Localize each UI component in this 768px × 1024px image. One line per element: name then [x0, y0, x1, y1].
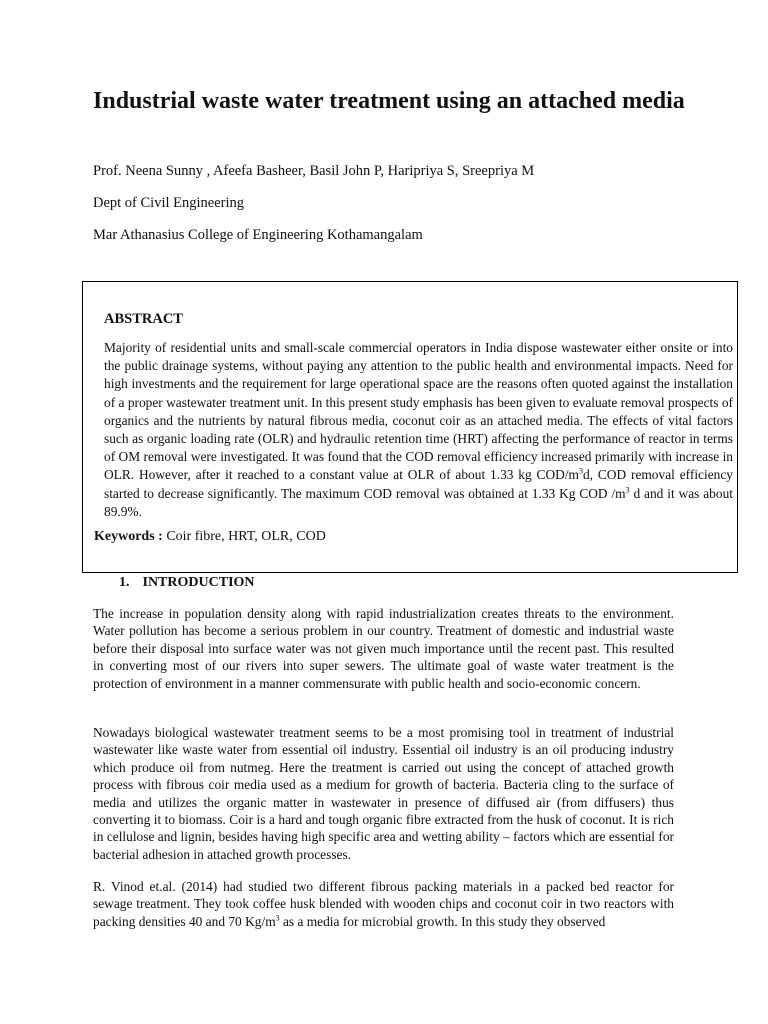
institution: Mar Athanasius College of Engineering Kothamangalam — [93, 227, 423, 243]
intro-paragraph-3 — [93, 878, 674, 930]
keywords — [94, 529, 326, 545]
keywords-value: Coir fibre, HRT, OLR, COD — [162, 529, 326, 544]
author-list: Prof. Neena Sunny , Afeefa Basheer, Basil John P, Haripriya S, Sreepriya M — [93, 163, 535, 179]
department: Dept of Civil Engineering — [93, 195, 245, 211]
intro-paragraph-1: The increase in population density along with rapid industrialization creates threats to the environment. Water pollution has become a serious problem in our country. Treatment of domestic and industrial waste before their disposal into surface water was not given much importance until the recent past. This resulted in converting most of our rivers into super sewers. The ultimate goal of waste water treatment is the protection of environment in a manner commensurate with public health and socio-economic concern. — [93, 606, 674, 691]
abstract-heading: ABSTRACT — [104, 311, 183, 327]
superscript: 3 — [578, 466, 583, 476]
section-heading-introduction — [119, 575, 255, 591]
paper-title: Industrial waste water treatment using an attached media — [93, 88, 685, 114]
abstract-text — [104, 339, 733, 521]
paragraph-text-part: R. Vinod et.al. (2014) had studied two different fibrous packing materials in a packed bed reactor for sewage treatment. They took coffee husk blended with wooden chips and coconut coir in two reactors with packing densities 40 and 70 Kg/m — [93, 879, 674, 929]
superscript: 3 — [625, 485, 630, 495]
section-number: 1. — [119, 575, 130, 590]
superscript: 3 — [275, 913, 280, 923]
abstract-text-part: Majority of residential units and small-scale commercial operators in India dispose wastewater either onsite or into the public drainage systems, without paying any attention to the public health and environmental impacts. Need for high investments and the requirement for large operational space are the reasons often quoted against the installation of a proper wastewater treatment unit. In this present study emphasis has been given to evaluate removal prospects of organics and the nutrients by natural fibrous media, coconut coir as an attached media. The effects of vital factors such as organic loading rate (OLR) and hydraulic retention time (HRT) affecting the performance of reactor in terms of OM removal were investigated. It was found that the COD removal efficiency increased primarily with increase in OLR. However, after it reached to a constant value at OLR of about 1.33 kg COD/m — [104, 340, 733, 483]
section-title: INTRODUCTION — [142, 575, 255, 590]
keywords-label: Keywords : — [94, 529, 163, 544]
abstract-text-part: d and it was about 89.9%. — [104, 485, 733, 519]
abstract-text-part: d, COD removal efficiency started to decrease significantly. The maximum COD removal was obtained at 1.33 Kg COD /m — [104, 467, 733, 501]
paragraph-text-part: as a media for microbial growth. In this study they observed — [279, 913, 606, 929]
intro-paragraph-2: Nowadays biological wastewater treatment seems to be a most promising tool in treatment of industrial wastewater like waste water from essential oil industry. Essential oil industry is an oil producing industry which produce oil from nutmeg. Here the treatment is carried out using the concept of attached growth process with fibrous coir media used as a medium for growth of bacteria. Bacteria cling to the surface of media and utilizes the organic matter in wastewater in presence of diffused air (from diffusers) thus converting it to biomass. Coir is a hard and tough organic fibre extracted from the husk of coconut. It is rich in cellulose and lignin, besides having high specific area and wetting ability – factors which are essential for bacterial adhesion in attached growth processes. — [93, 725, 674, 862]
abstract-box — [82, 281, 738, 573]
